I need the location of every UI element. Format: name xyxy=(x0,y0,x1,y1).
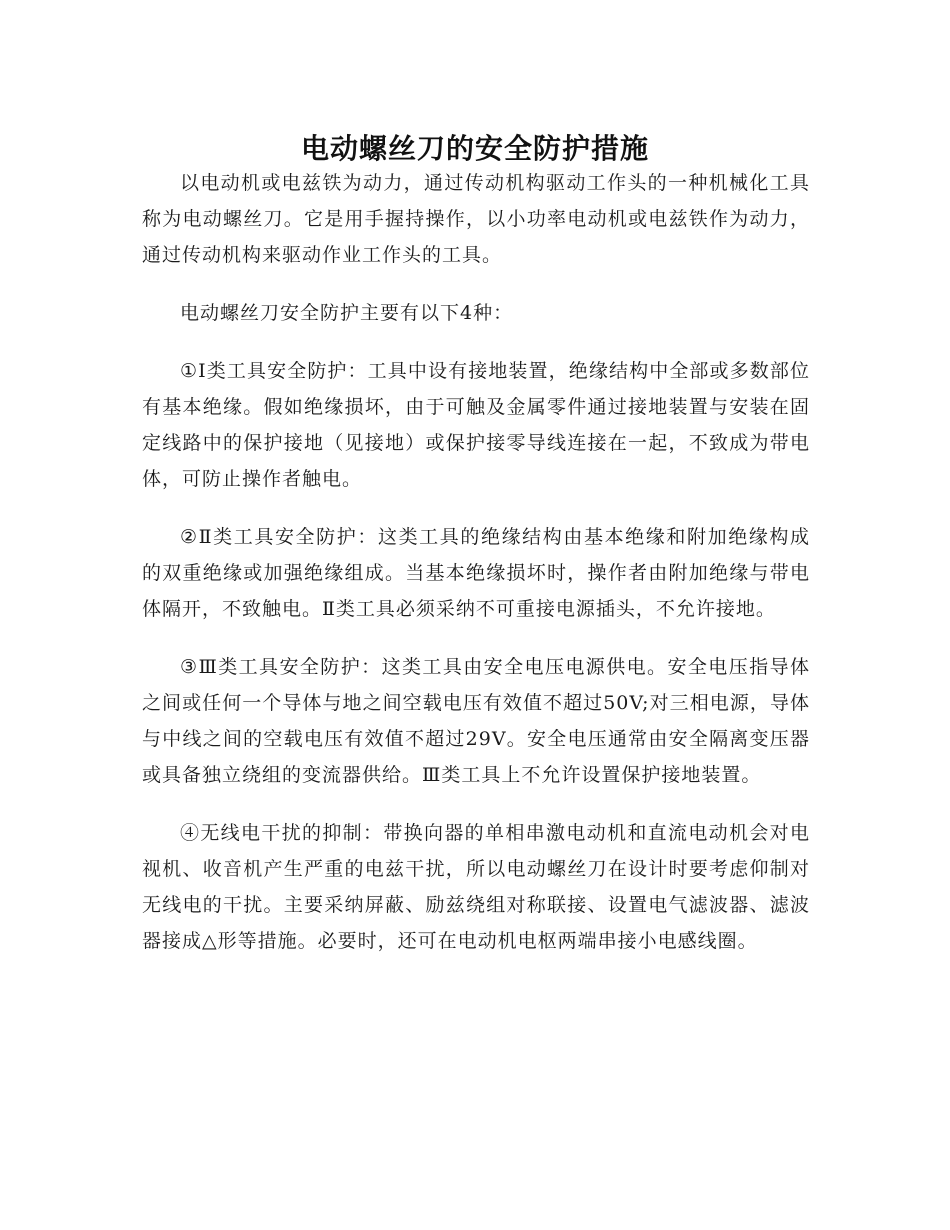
document-body xyxy=(142,165,810,981)
document-title: 电动螺丝刀的安全防护措施 xyxy=(300,131,649,165)
paragraph-summary: 电动螺丝刀安全防护主要有以下4种： xyxy=(180,302,514,324)
paragraph-radio-interference: ④无线电干扰的抑制：带换向器的单相串激电动机和直流电动机会对电视机、收音机产生严重的电兹干扰，所以电动螺丝刀在设计时要考虑仰制对无线电的干扰。主要采纳屏蔽、励兹绕组对称联接、设置电气滤波器、滤波器接成△形等措施。必要时，还可在电动机电枢两端串接小电感线圈。 xyxy=(142,822,810,952)
paragraph-class-3: ③Ⅲ类工具安全防护：这类工具由安全电压电源供电。安全电压指导体之间或任何一个导体与地之间空载电压有效值不超过50V;对三相电源，导体与中线之间的空载电压有效值不超过29V。安全电压通常由安全隔离变压器或具备独立绕组的变流器供给。Ⅲ类工具上不允许设置保护接地装置。 xyxy=(142,656,810,786)
paragraph-class-1: ①Ⅰ类工具安全防护：工具中设有接地装置，绝缘结构中全部或多数部位有基本绝缘。假如绝缘损坏，由于可触及金属零件通过接地装置与安装在固定线路中的保护接地（见接地）或保护接零导线连接在一起，不致成为带电体，可防止操作者触电。 xyxy=(142,360,810,490)
paragraph-class-2: ②Ⅱ类工具安全防护：这类工具的绝缘结构由基本绝缘和附加绝缘构成的双重绝缘或加强绝缘组成。当基本绝缘损坏时，操作者由附加绝缘与带电体隔开，不致触电。Ⅱ类工具必须采纳不可重接电源插头，不允许接地。 xyxy=(142,526,810,620)
paragraph-intro: 以电动机或电兹铁为动力，通过传动机构驱动工作头的一种机械化工具称为电动螺丝刀。它是用手握持操作，以小功率电动机或电兹铁作为动力，通过传动机构来驱动作业工作头的工具。 xyxy=(142,172,810,266)
